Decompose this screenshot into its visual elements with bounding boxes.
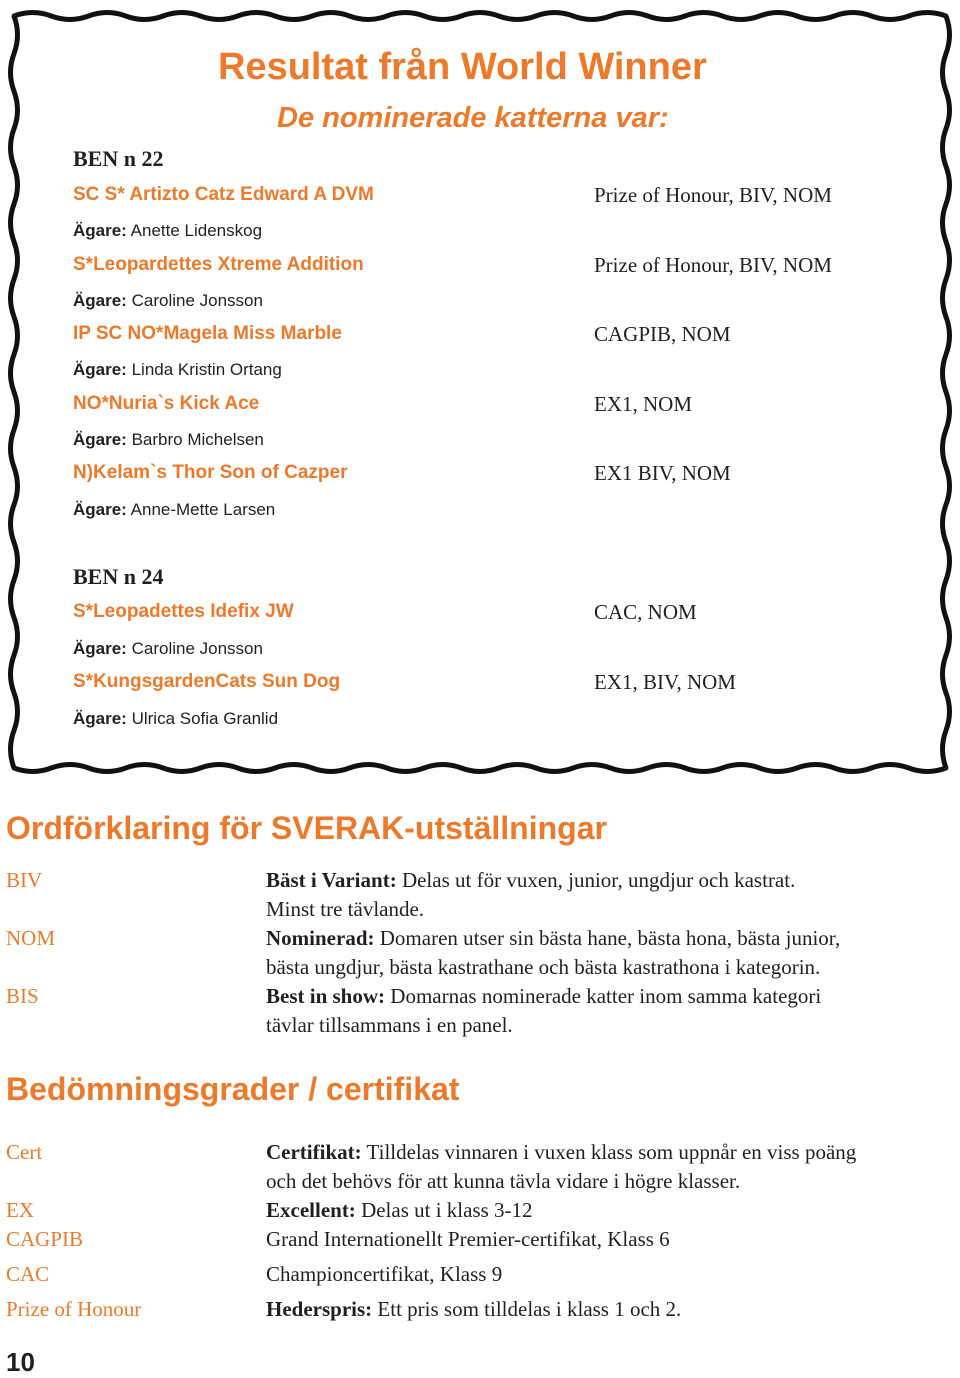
page-number: 10 [6, 1347, 35, 1377]
definition-text: Delas ut för vuxen, junior, ungdjur och kastrat. [401, 868, 796, 892]
owner-name: Caroline Jonsson [131, 639, 263, 658]
definition-label: Certifikat: [266, 1140, 362, 1164]
award: CAC, NOM [594, 600, 697, 624]
owner-label: Ägare: [73, 291, 127, 310]
page-subtitle: De nominerade katterna var: [277, 102, 669, 134]
owner-label: Ägare: [73, 430, 127, 449]
definition-label: Nominerad: [266, 926, 375, 950]
cat-name: N)Kelam`s Thor Son of Cazper [73, 462, 348, 483]
glossary-definition [266, 926, 840, 951]
definition-text: Minst tre tävlande. [266, 897, 425, 921]
group-heading: BEN n 24 [73, 564, 164, 589]
owner-line [73, 430, 264, 450]
grade-term: CAC [6, 1262, 50, 1286]
award: Prize of Honour, BIV, NOM [594, 183, 832, 207]
owner-name: Anette Lidenskog [130, 221, 263, 240]
grade-term: Prize of Honour [6, 1297, 142, 1321]
owner-label: Ägare: [73, 639, 127, 658]
definition-text: Grand Internationellt Premier-certifikat, Klass 6 [266, 1227, 670, 1251]
grade-term: Cert [6, 1140, 43, 1164]
award: EX1, NOM [594, 392, 692, 416]
owner-line [73, 360, 282, 380]
definition-text: Ett pris som tilldelas i klass 1 och 2. [377, 1297, 682, 1321]
definition-text: tävlar tillsammans i en panel. [266, 1013, 513, 1037]
glossary-term: BIS [6, 984, 39, 1008]
cat-name: S*KungsgardenCats Sun Dog [73, 671, 341, 692]
glossary-heading: Ordförklaring för SVERAK-utställningar [6, 810, 607, 846]
owner-name: Caroline Jonsson [131, 291, 263, 310]
grade-term: CAGPIB [6, 1227, 84, 1251]
owner-label: Ägare: [73, 709, 127, 728]
grade-definition [266, 1140, 856, 1165]
cat-name: S*Leopardettes Xtreme Addition [73, 254, 364, 275]
owner-name: Linda Kristin Ortang [131, 360, 282, 379]
page-title: Resultat från World Winner [218, 46, 707, 88]
glossary-term: NOM [6, 926, 56, 950]
award: CAGPIB, NOM [594, 322, 731, 346]
definition-text: Domaren utser sin bästa hane, bästa hona, bästa junior, [379, 926, 841, 950]
grades-heading: Bedömningsgrader / certifikat [6, 1071, 460, 1107]
definition-text: Delas ut i klass 3-12 [361, 1198, 533, 1222]
owner-label: Ägare: [73, 221, 127, 240]
definition-text: Tilldelas vinnaren i vuxen klass som uppnår en viss poäng [366, 1140, 857, 1164]
owner-line [73, 500, 275, 520]
definition-label: Hederspris: [266, 1297, 373, 1321]
glossary-term: BIV [6, 868, 43, 892]
grade-definition [266, 1198, 533, 1223]
award: EX1, BIV, NOM [594, 670, 736, 694]
definition-text: bästa ungdjur, bästa kastrathane och bästa kastrathona i kategorin. [266, 955, 821, 979]
owner-line [73, 709, 278, 729]
grade-definition [266, 1297, 681, 1322]
definition-text: Domarnas nominerade katter inom samma kategori [390, 984, 822, 1008]
glossary-definition [266, 984, 821, 1009]
owner-line [73, 291, 263, 311]
definition-text: och det behövs för att kunna tävla vidare i högre klasser. [266, 1169, 741, 1193]
owner-name: Anne-Mette Larsen [130, 500, 276, 519]
owner-line [73, 639, 263, 659]
cat-name: NO*Nuria`s Kick Ace [73, 393, 260, 414]
owner-label: Ägare: [73, 500, 127, 519]
definition-label: Excellent: [266, 1198, 356, 1222]
group-heading: BEN n 22 [73, 146, 164, 171]
cat-name: S*Leopadettes Idefix JW [73, 601, 294, 622]
definition-label: Best in show: [266, 984, 386, 1008]
definition-label: Bäst i Variant: [266, 868, 397, 892]
owner-name: Barbro Michelsen [131, 430, 264, 449]
award: EX1 BIV, NOM [594, 461, 731, 485]
cat-name: SC S* Artizto Catz Edward A DVM [73, 184, 374, 205]
award: Prize of Honour, BIV, NOM [594, 253, 832, 277]
definition-text: Championcertifikat, Klass 9 [266, 1262, 503, 1286]
cat-name: IP SC NO*Magela Miss Marble [73, 323, 342, 344]
grade-term: EX [6, 1198, 34, 1222]
glossary-definition [266, 868, 795, 893]
owner-name: Ulrica Sofia Granlid [131, 709, 279, 728]
owner-label: Ägare: [73, 360, 127, 379]
owner-line [73, 221, 262, 241]
